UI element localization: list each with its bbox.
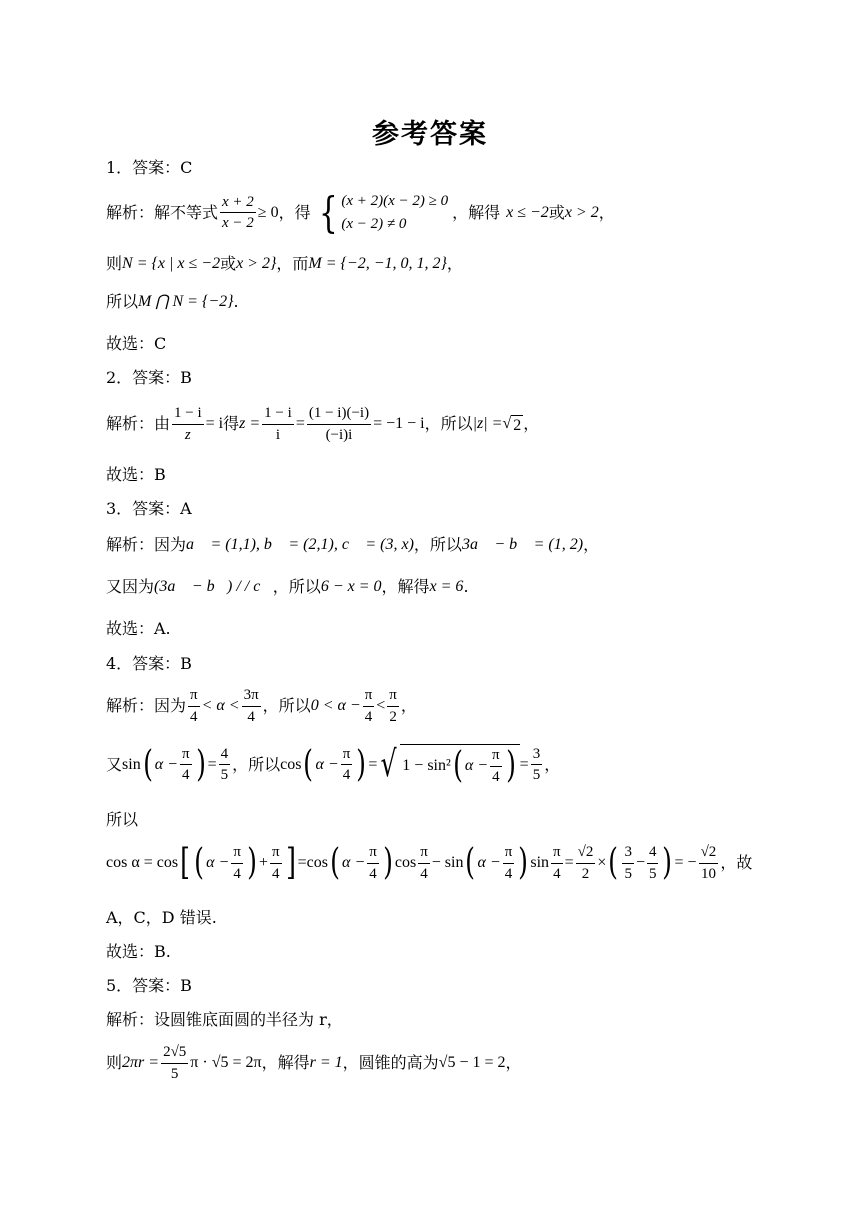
q4-frac-f: $\frac{4}{5}$ <box>220 745 229 783</box>
q4-solution-line2: 又 sin ( α − $\frac{\pi}{4}$ ) = $\frac{4}{5}$ ，所以 cos ( α − $\frac{\pi}{4}$ ) = √ 1 − sin² ( α − $\frac{\pi}{4}$ ) = $\frac{3}{5}$ ， <box>106 743 561 786</box>
q2-solution-line: 解析：由 $\frac{1 - i}{z}$ = i 得 z = $\frac{1 - i}{i}$ = $\frac{(1 - i)(-i)}{(-i)i}$ = −1 − i ，所以 |z| = √ 2 ， <box>106 405 540 443</box>
q1-solution-line1: 解析：解不等式 $\frac{x + 2}{x - 2}$ ≥ 0 ，得 { (x + 2)(x − 2) ≥ 0 (x − 2) ≠ 0 ，解得 x ≤ −2 或 x > 2 ， <box>106 187 615 237</box>
q1-equation-system: { (x + 2)(x − 2) ≥ 0 (x − 2) ≠ 0 <box>318 187 449 237</box>
q4-solution-line3: 所以 <box>106 810 139 829</box>
q2-fraction-1: $\frac{1 - i}{z}$ <box>174 405 202 443</box>
page-title: 参考答案 <box>372 119 488 150</box>
q4-frac-e: $\frac{\pi}{4}$ <box>181 745 190 783</box>
q4-sqrt: √ 1 − sin² ( α − $\frac{\pi}{4}$ ) <box>377 744 519 785</box>
q1-solution-line3: 所以 M ⋂ N = {−2} . <box>106 292 239 311</box>
q4-solution-line1: 解析：因为 $\frac{\pi}{4}$ < α < $\frac{3\pi}{4}$ ，所以 0 < α − $\frac{\pi}{4}$ < $\frac{\pi}{2}$ ， <box>106 687 417 725</box>
q2-answer: 2．答案：B <box>106 368 192 387</box>
q2-fraction-3: $\frac{(1 - i)(-i)}{(-i)i}$ <box>308 405 370 443</box>
q5-solution-line1: 解析：设圆锥底面圆的半径为 r， <box>106 1010 343 1029</box>
q4-answer: 4．答案：B <box>106 654 192 673</box>
q4-frac-b: $\frac{3\pi}{4}$ <box>243 687 259 725</box>
q2-fraction-2: $\frac{1 - i}{i}$ <box>264 405 292 443</box>
q4-solution-line4: cos α = cos [ ( α − $\frac{\pi}{4}$ ) + $\frac{\pi}{4}$ ] = cos ( α − $\frac{\pi}{4}$ ) cos $\frac{\pi}{4}$ − sin ( α − $\frac{\pi}{4}$ ) sin $\frac{\pi}{4}$ = $\frac{√2}{2}$ × ( $\frac{3}{5}$ − $\frac{4}{5}$ ) = − $\frac{√2}{10}$ ，故 <box>106 842 753 883</box>
q1-fraction: $\frac{x + 2}{x - 2}$ <box>222 193 254 231</box>
q5-fraction: $\frac{2√5}{5}$ <box>163 1044 187 1082</box>
q3-answer: 3．答案：A <box>106 499 192 518</box>
q4-solution-line5: A，C，D 错误. <box>106 908 217 927</box>
q4-frac-h: $\frac{3}{5}$ <box>532 745 541 783</box>
q4-frac-g: $\frac{\pi}{4}$ <box>342 745 351 783</box>
q1-answer: 1．答案：C <box>106 158 193 177</box>
q4-choose: 故选：B. <box>106 942 171 961</box>
q4-frac-a: $\frac{\pi}{4}$ <box>190 687 198 725</box>
q3-choose: 故选：A. <box>106 619 171 638</box>
q1-choose: 故选：C <box>106 334 167 353</box>
q5-solution-line2: 则 2πr = $\frac{2√5}{5}$ π · √5 = 2π ，解得 r = 1 ，圆锥的高为 √5 − 1 = 2 ， <box>106 1044 522 1082</box>
q2-sqrt: √ 2 <box>502 415 522 434</box>
q4-frac-d: $\frac{\pi}{2}$ <box>389 687 397 725</box>
q4-frac-c: $\frac{\pi}{4}$ <box>364 687 373 725</box>
q1-solution-line2: 则 N = {x | x ≤ −2 或 x > 2} ，而 M = {−2, −1, 0, 1, 2} ， <box>106 254 463 273</box>
q2-choose: 故选：B <box>106 465 166 484</box>
q3-solution-line1: 解析：因为 a⃗ = (1,1), b⃗ = (2,1), c⃗ = (3, x) ，所以 3a⃗ − b⃗ = (1, 2) ， <box>106 535 600 554</box>
q3-solution-line2: 又因为 (3a⃗ − b⃗) / / c⃗ ，所以 6 − x = 0 ，解得 x = 6 . <box>106 577 469 596</box>
q5-answer: 5．答案：B <box>106 976 192 995</box>
